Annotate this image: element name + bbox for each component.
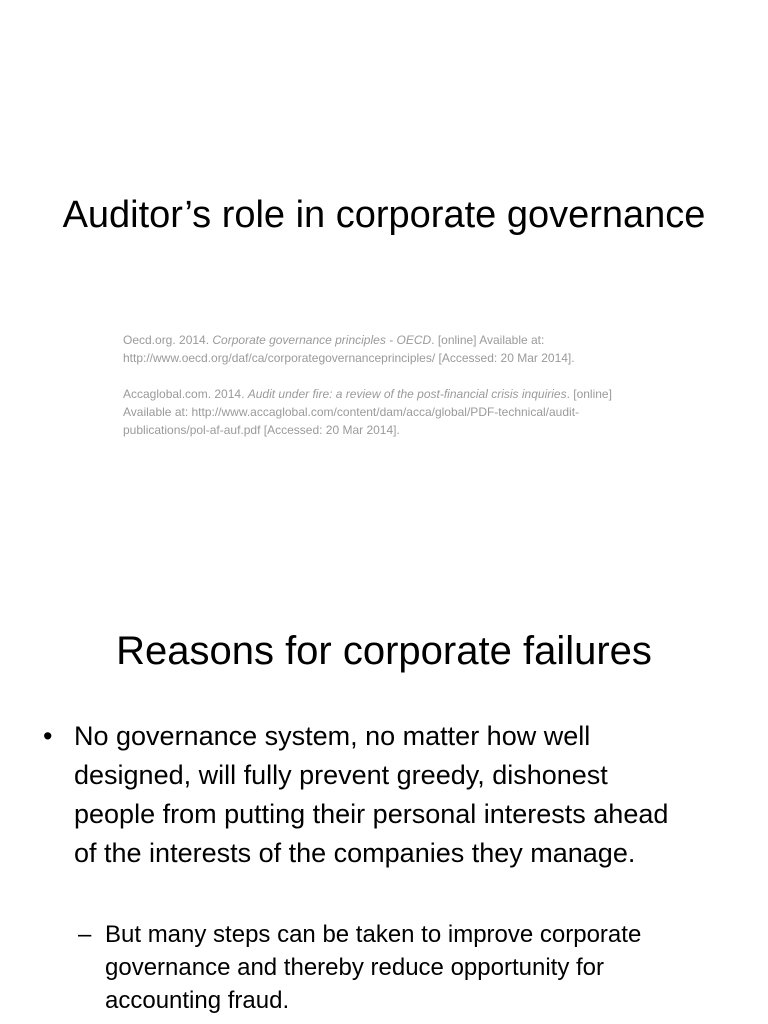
slide-corporate-failures: [0, 560, 768, 1024]
sub-bullet-point: [78, 918, 698, 1017]
reference-prefix: Oecd.org. 2014.: [123, 333, 213, 347]
sub-bullet-text: But many steps can be taken to improve corporate governance and thereby reduce opportunity for accounting fraud.: [105, 921, 642, 1014]
bullet-icon: •: [43, 721, 53, 751]
reference-prefix: Accaglobal.com. 2014.: [123, 387, 248, 401]
reference-item: [123, 331, 623, 367]
reference-item: [123, 385, 623, 439]
slide-title: Reasons for corporate failures: [116, 629, 652, 673]
slide-title: Auditor’s role in corporate governance: [62, 194, 706, 236]
reference-suffix: . [online] Available at: http://www.oecd.org/daf/ca/corporategovernanceprinciples/ [Accessed: 20 Mar 2014].: [123, 333, 575, 365]
reference-title: Corporate governance principles - OECD: [212, 333, 432, 347]
bullet-text: No governance system, no matter how well designed, will fully prevent greedy, dishonest people from putting their personal interests ahead of the interests of the companies they manage.: [74, 721, 669, 868]
dash-icon: –: [78, 921, 92, 948]
reference-suffix: . [online] Available at: http://www.accaglobal.com/content/dam/acca/global/PDF-technical/audit-publications/pol-af-auf.pdf [Accessed: 20 Mar 2014].: [123, 387, 612, 437]
reference-list: [123, 331, 623, 457]
bullet-point: [43, 717, 683, 873]
reference-title: Audit under fire: a review of the post-financial crisis inquiries: [247, 387, 567, 401]
